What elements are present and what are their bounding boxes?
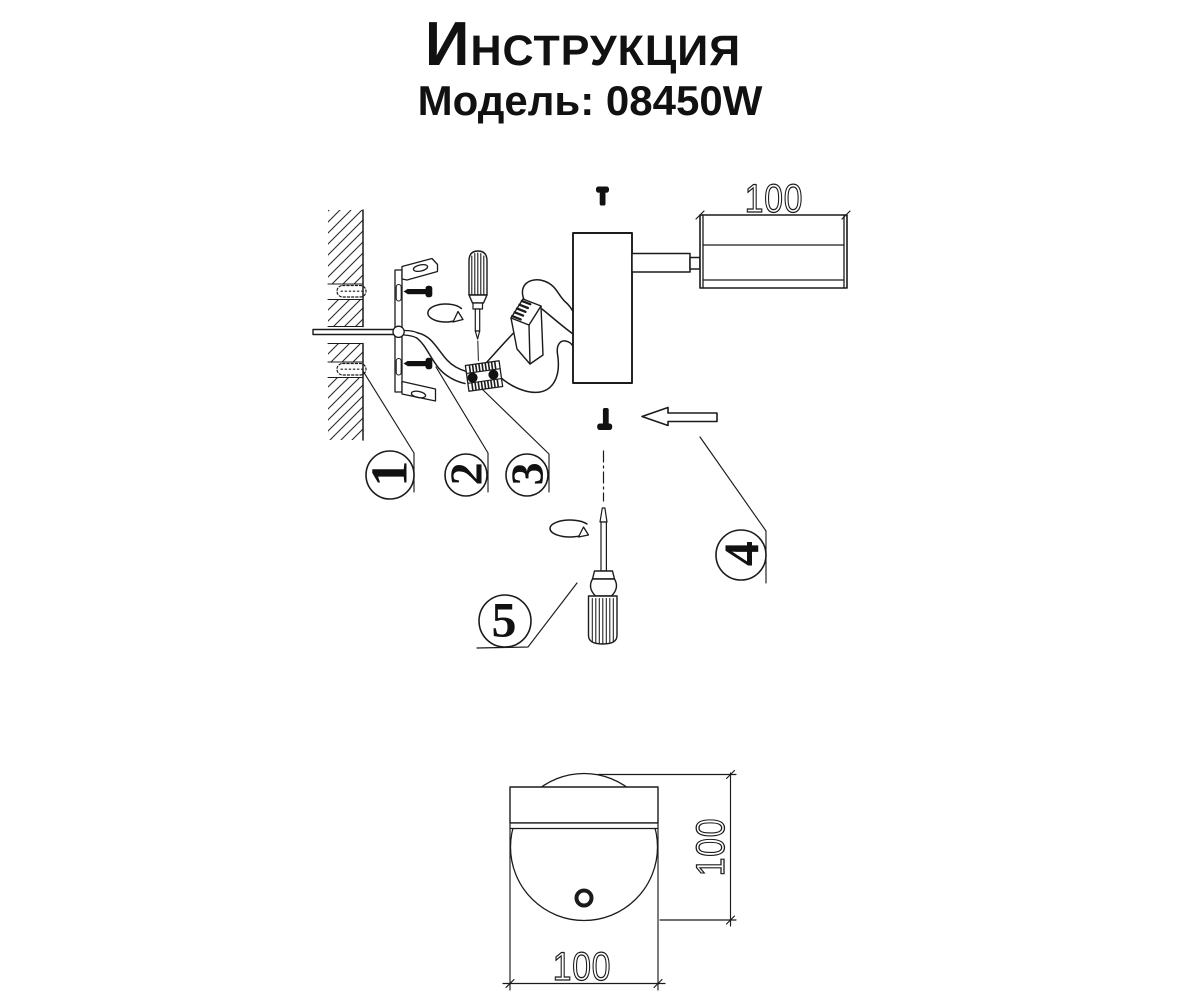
screwdriver-bottom [550, 508, 617, 644]
callout-number-2: 2 [440, 462, 492, 486]
page-title: Инструкция [424, 10, 742, 79]
fixing-screw-top [596, 187, 609, 206]
direction-arrow [642, 408, 717, 426]
junction-box [511, 299, 543, 364]
dim-label-base-height: 100 [689, 817, 733, 877]
mounting-screw-bottom [404, 358, 433, 369]
callout-number-1: 1 [361, 460, 419, 487]
dim-label-head-length: 100 [744, 177, 804, 221]
callout-circles [366, 451, 766, 647]
lamp-body [573, 233, 632, 383]
cable-hole [577, 891, 592, 906]
bottom-view [503, 771, 736, 991]
callout-leaders [363, 367, 766, 648]
mounting-bracket [393, 259, 438, 402]
wall-section [326, 210, 363, 440]
model-label: Модель: 08450W [417, 77, 763, 124]
mounting-screw-top [404, 286, 433, 297]
callout-number-3: 3 [501, 462, 553, 486]
fixing-screw-bottom [597, 408, 612, 430]
dim-label-base-width: 100 [552, 945, 612, 989]
lamp-head-cylinder [696, 211, 850, 288]
lamp-arm [632, 254, 700, 273]
callout-number-4: 4 [713, 541, 769, 567]
callout-number-5: 5 [491, 591, 517, 648]
terminal-block [465, 361, 502, 391]
